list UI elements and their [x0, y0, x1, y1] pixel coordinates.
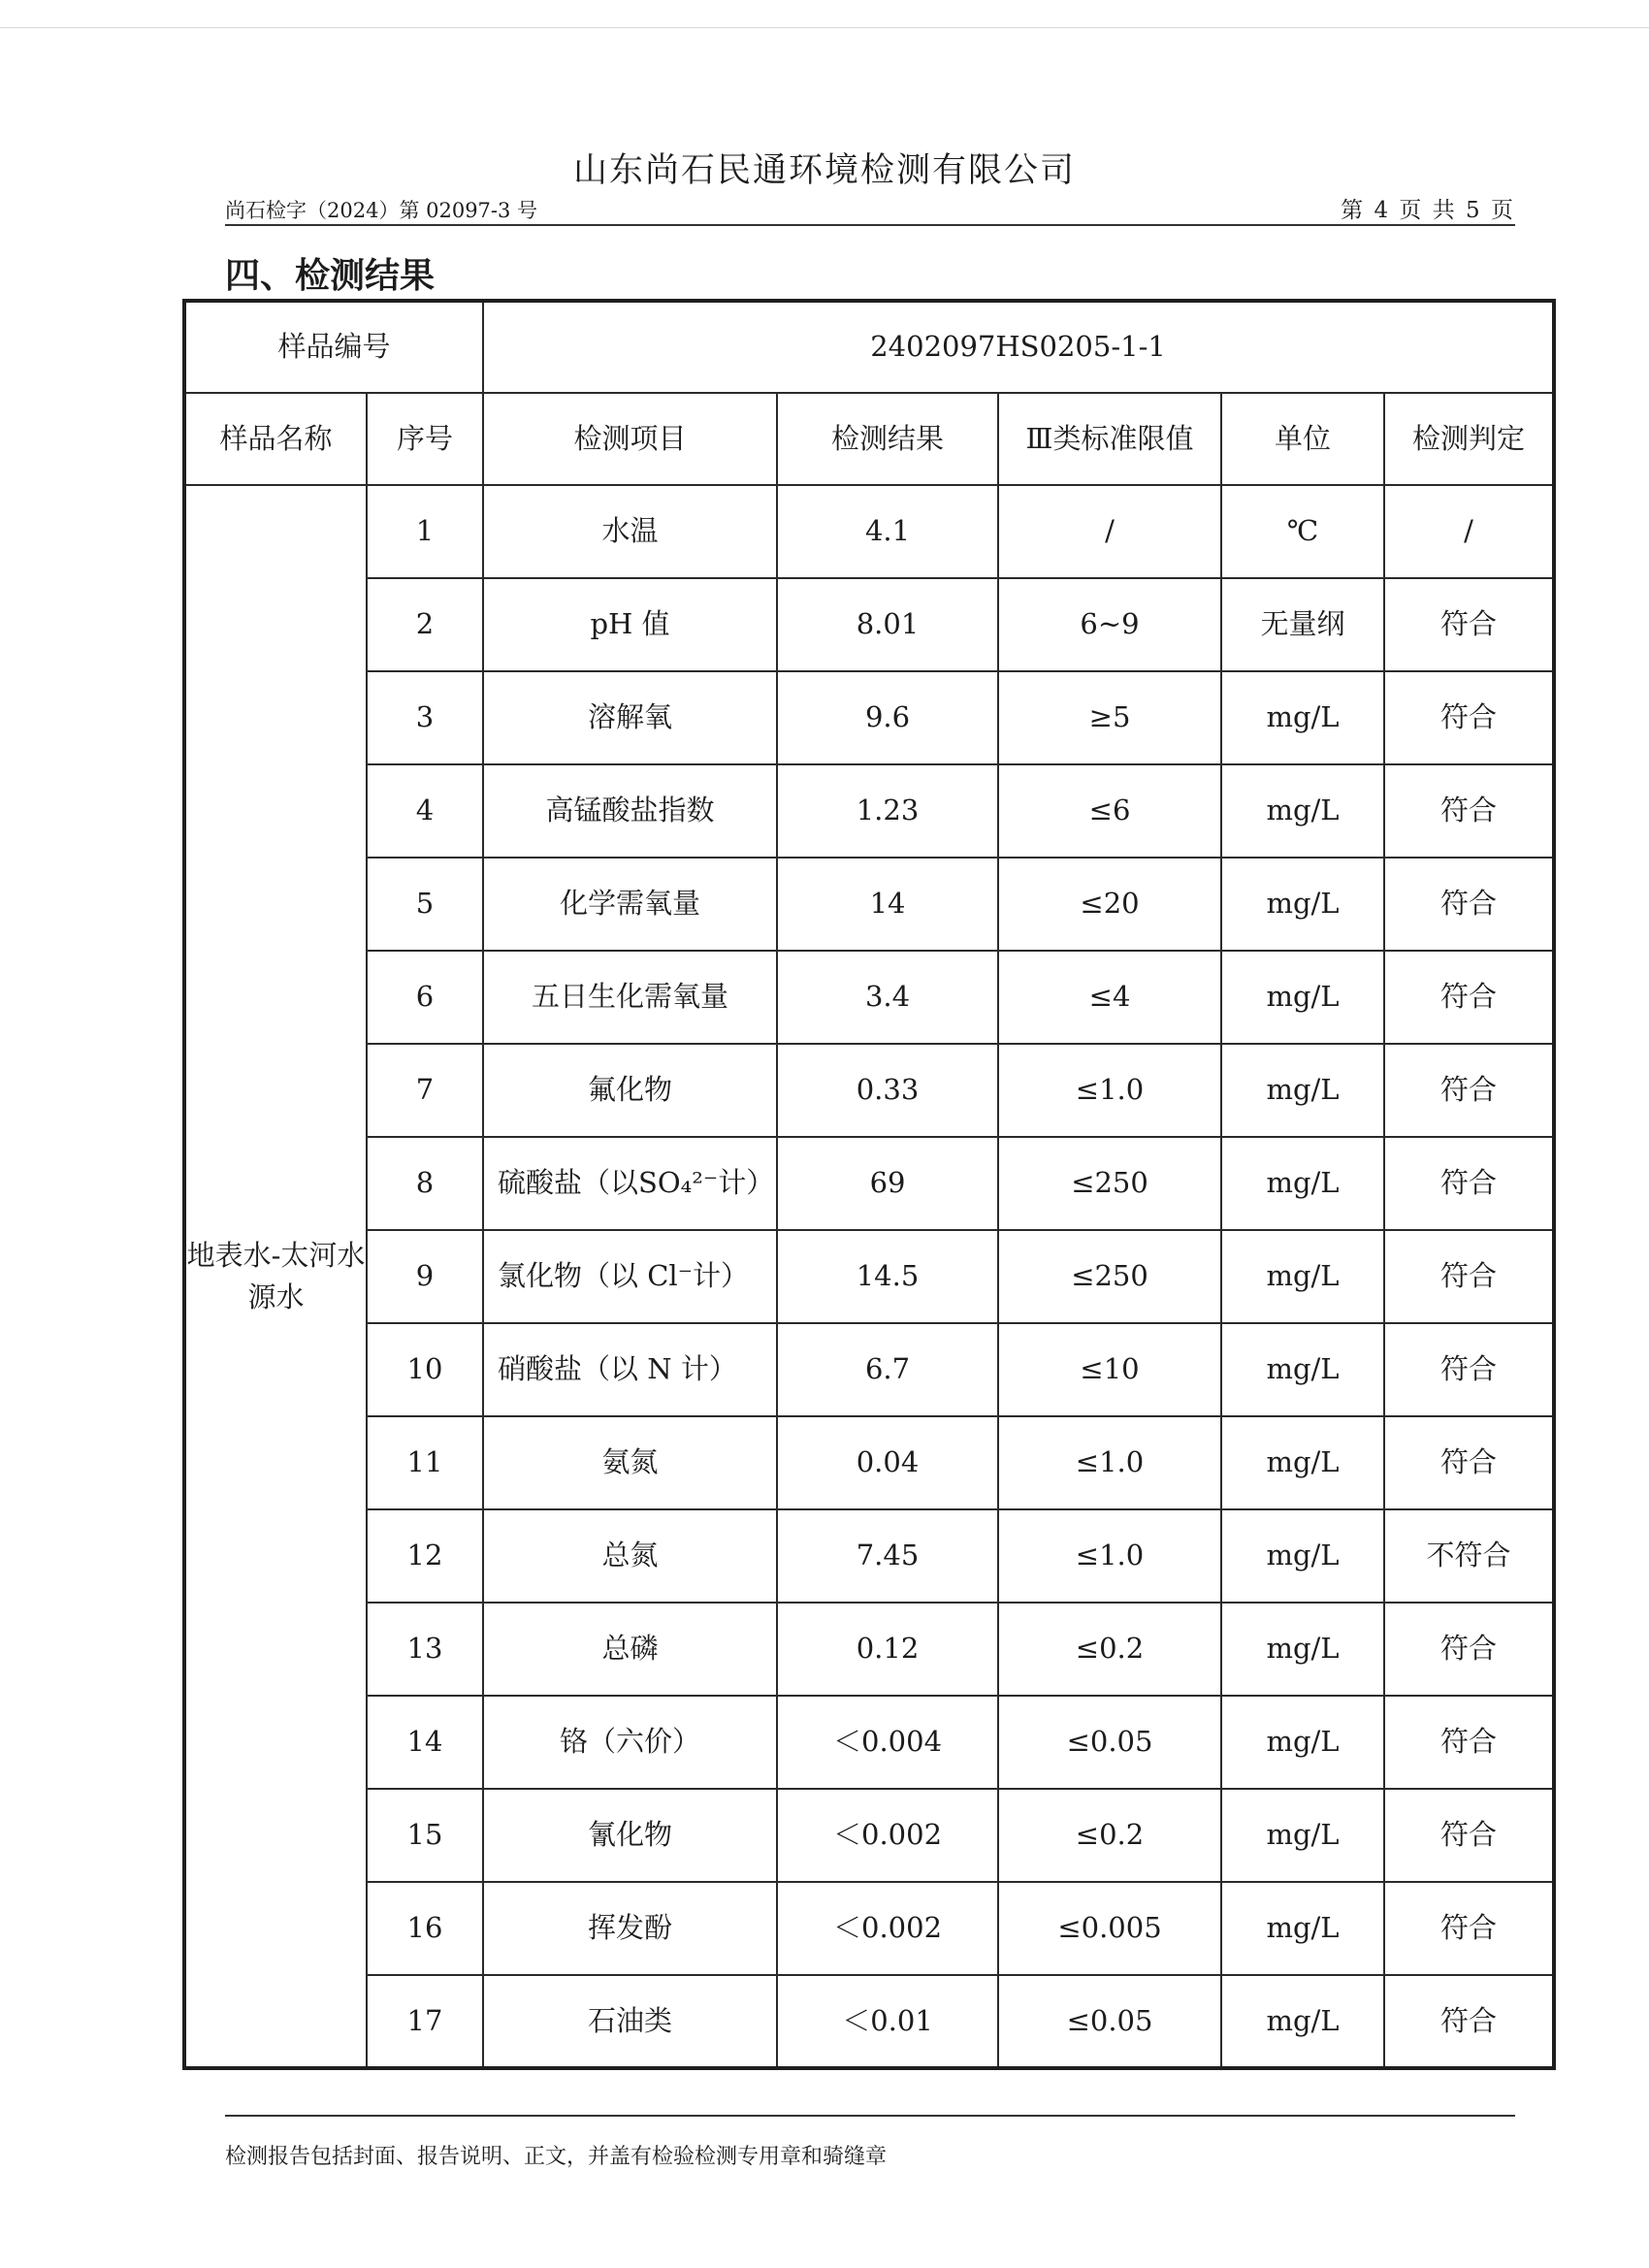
cell-item: 铬（六价）	[483, 1696, 777, 1789]
column-header: 检测项目	[483, 393, 777, 485]
cell-judgment: 符合	[1384, 858, 1554, 951]
cell-judgment: 符合	[1384, 1230, 1554, 1323]
results-table	[182, 299, 1556, 2070]
cell-unit: mg/L	[1221, 1044, 1384, 1137]
cell-judgment: 符合	[1384, 1323, 1554, 1416]
cell-judgment: 符合	[1384, 1696, 1554, 1789]
column-header-row	[184, 393, 1554, 485]
cell-no: 17	[367, 1975, 483, 2068]
cell-judgment: /	[1384, 485, 1554, 578]
cell-limit: ≤20	[998, 858, 1221, 951]
cell-judgment: 符合	[1384, 951, 1554, 1044]
sample-id-label: 样品编号	[184, 301, 483, 393]
table-row	[184, 764, 1554, 858]
cell-limit: ≤0.05	[998, 1696, 1221, 1789]
cell-no: 10	[367, 1323, 483, 1416]
cell-item: 水温	[483, 485, 777, 578]
column-header: 序号	[367, 393, 483, 485]
cell-result: 0.04	[777, 1416, 998, 1509]
table-row	[184, 1323, 1554, 1416]
page-info: 第 4 页 共 5 页	[1341, 198, 1513, 223]
cell-judgment: 符合	[1384, 671, 1554, 764]
cell-item: 溶解氧	[483, 671, 777, 764]
footer-note: 检测报告包括封面、报告说明、正文，并盖有检验检测专用章和骑缝章	[225, 2145, 888, 2169]
cell-no: 7	[367, 1044, 483, 1137]
column-header: 检测判定	[1384, 393, 1554, 485]
cell-result: 14.5	[777, 1230, 998, 1323]
cell-limit: ≤10	[998, 1323, 1221, 1416]
cell-no: 11	[367, 1416, 483, 1509]
cell-unit: mg/L	[1221, 1230, 1384, 1323]
cell-result: 4.1	[777, 485, 998, 578]
cell-no: 13	[367, 1603, 483, 1696]
cell-result: 69	[777, 1137, 998, 1230]
cell-item: 氰化物	[483, 1789, 777, 1882]
cell-no: 5	[367, 858, 483, 951]
cell-unit: mg/L	[1221, 1789, 1384, 1882]
table-row	[184, 1975, 1554, 2068]
cell-result: 8.01	[777, 578, 998, 671]
report-number: 尚石检字（2024）第 02097-3 号	[225, 199, 538, 222]
cell-result: 1.23	[777, 764, 998, 858]
cell-no: 14	[367, 1696, 483, 1789]
cell-judgment: 符合	[1384, 578, 1554, 671]
cell-unit: mg/L	[1221, 1323, 1384, 1416]
cell-judgment: 符合	[1384, 1603, 1554, 1696]
cell-judgment: 符合	[1384, 1789, 1554, 1882]
cell-no: 9	[367, 1230, 483, 1323]
cell-no: 12	[367, 1509, 483, 1603]
cell-limit: ≤250	[998, 1137, 1221, 1230]
cell-item: 总氮	[483, 1509, 777, 1603]
cell-result: ＜0.01	[777, 1975, 998, 2068]
cell-judgment: 不符合	[1384, 1509, 1554, 1603]
table-row	[184, 858, 1554, 951]
cell-unit: mg/L	[1221, 1137, 1384, 1230]
cell-result: 9.6	[777, 671, 998, 764]
cell-unit: mg/L	[1221, 1882, 1384, 1975]
cell-limit: ≤0.05	[998, 1975, 1221, 2068]
header-divider	[225, 224, 1515, 226]
cell-unit: mg/L	[1221, 1416, 1384, 1509]
cell-limit: ≤1.0	[998, 1044, 1221, 1137]
cell-no: 16	[367, 1882, 483, 1975]
table-row	[184, 578, 1554, 671]
table-row	[184, 1416, 1554, 1509]
cell-result: 7.45	[777, 1509, 998, 1603]
table-row	[184, 485, 1554, 578]
cell-item: pH 值	[483, 578, 777, 671]
results-body	[184, 301, 1554, 2068]
sample-name: 地表水-太河水源水	[184, 485, 367, 2068]
table-row	[184, 1044, 1554, 1137]
cell-unit: mg/L	[1221, 951, 1384, 1044]
cell-result: ＜0.002	[777, 1789, 998, 1882]
cell-limit: ≤4	[998, 951, 1221, 1044]
scan-top-line	[0, 27, 1649, 28]
cell-unit: 无量纲	[1221, 578, 1384, 671]
table-row	[184, 1509, 1554, 1603]
cell-limit: 6~9	[998, 578, 1221, 671]
cell-unit: mg/L	[1221, 1509, 1384, 1603]
cell-item: 氨氮	[483, 1416, 777, 1509]
table-row	[184, 1603, 1554, 1696]
cell-no: 4	[367, 764, 483, 858]
cell-no: 2	[367, 578, 483, 671]
cell-unit: mg/L	[1221, 671, 1384, 764]
table-row	[184, 671, 1554, 764]
cell-result: 0.12	[777, 1603, 998, 1696]
table-row	[184, 1789, 1554, 1882]
cell-limit: ≤1.0	[998, 1416, 1221, 1509]
cell-item: 硫酸盐（以SO₄²⁻计）	[483, 1137, 777, 1230]
cell-result: 6.7	[777, 1323, 998, 1416]
cell-no: 1	[367, 485, 483, 578]
cell-no: 6	[367, 951, 483, 1044]
sample-id-value: 2402097HS0205-1-1	[483, 301, 1554, 393]
cell-limit: ≤0.005	[998, 1882, 1221, 1975]
cell-limit: ≤250	[998, 1230, 1221, 1323]
cell-item: 氟化物	[483, 1044, 777, 1137]
table-row	[184, 951, 1554, 1044]
cell-limit: ≥5	[998, 671, 1221, 764]
cell-result: ＜0.002	[777, 1882, 998, 1975]
column-header: 样品名称	[184, 393, 367, 485]
cell-judgment: 符合	[1384, 1137, 1554, 1230]
cell-item: 硝酸盐（以 N 计）	[483, 1323, 777, 1416]
cell-unit: mg/L	[1221, 1975, 1384, 2068]
table-row	[184, 1882, 1554, 1975]
cell-judgment: 符合	[1384, 1882, 1554, 1975]
cell-limit: ≤0.2	[998, 1789, 1221, 1882]
cell-unit: mg/L	[1221, 1696, 1384, 1789]
table-row	[184, 1230, 1554, 1323]
cell-no: 3	[367, 671, 483, 764]
section-title: 四、检测结果	[225, 255, 436, 296]
cell-unit: mg/L	[1221, 858, 1384, 951]
cell-unit: ℃	[1221, 485, 1384, 578]
cell-judgment: 符合	[1384, 1044, 1554, 1137]
cell-item: 五日生化需氧量	[483, 951, 777, 1044]
cell-result: 3.4	[777, 951, 998, 1044]
cell-limit: ≤0.2	[998, 1603, 1221, 1696]
cell-limit: ≤1.0	[998, 1509, 1221, 1603]
cell-limit: /	[998, 485, 1221, 578]
cell-unit: mg/L	[1221, 764, 1384, 858]
cell-result: 14	[777, 858, 998, 951]
table-row	[184, 1137, 1554, 1230]
cell-judgment: 符合	[1384, 764, 1554, 858]
cell-item: 石油类	[483, 1975, 777, 2068]
cell-item: 挥发酚	[483, 1882, 777, 1975]
cell-item: 氯化物（以 Cl⁻计）	[483, 1230, 777, 1323]
cell-result: ＜0.004	[777, 1696, 998, 1789]
cell-judgment: 符合	[1384, 1416, 1554, 1509]
cell-unit: mg/L	[1221, 1603, 1384, 1696]
cell-no: 8	[367, 1137, 483, 1230]
cell-result: 0.33	[777, 1044, 998, 1137]
table-row	[184, 1696, 1554, 1789]
column-header: 检测结果	[777, 393, 998, 485]
cell-no: 15	[367, 1789, 483, 1882]
cell-judgment: 符合	[1384, 1975, 1554, 2068]
company-name: 山东尚石民通环境检测有限公司	[572, 151, 1076, 190]
cell-item: 化学需氧量	[483, 858, 777, 951]
cell-limit: ≤6	[998, 764, 1221, 858]
column-header: 单位	[1221, 393, 1384, 485]
cell-item: 高锰酸盐指数	[483, 764, 777, 858]
footer-divider	[225, 2115, 1515, 2117]
cell-item: 总磷	[483, 1603, 777, 1696]
sample-id-row	[184, 301, 1554, 393]
column-header: Ⅲ类标准限值	[998, 393, 1221, 485]
